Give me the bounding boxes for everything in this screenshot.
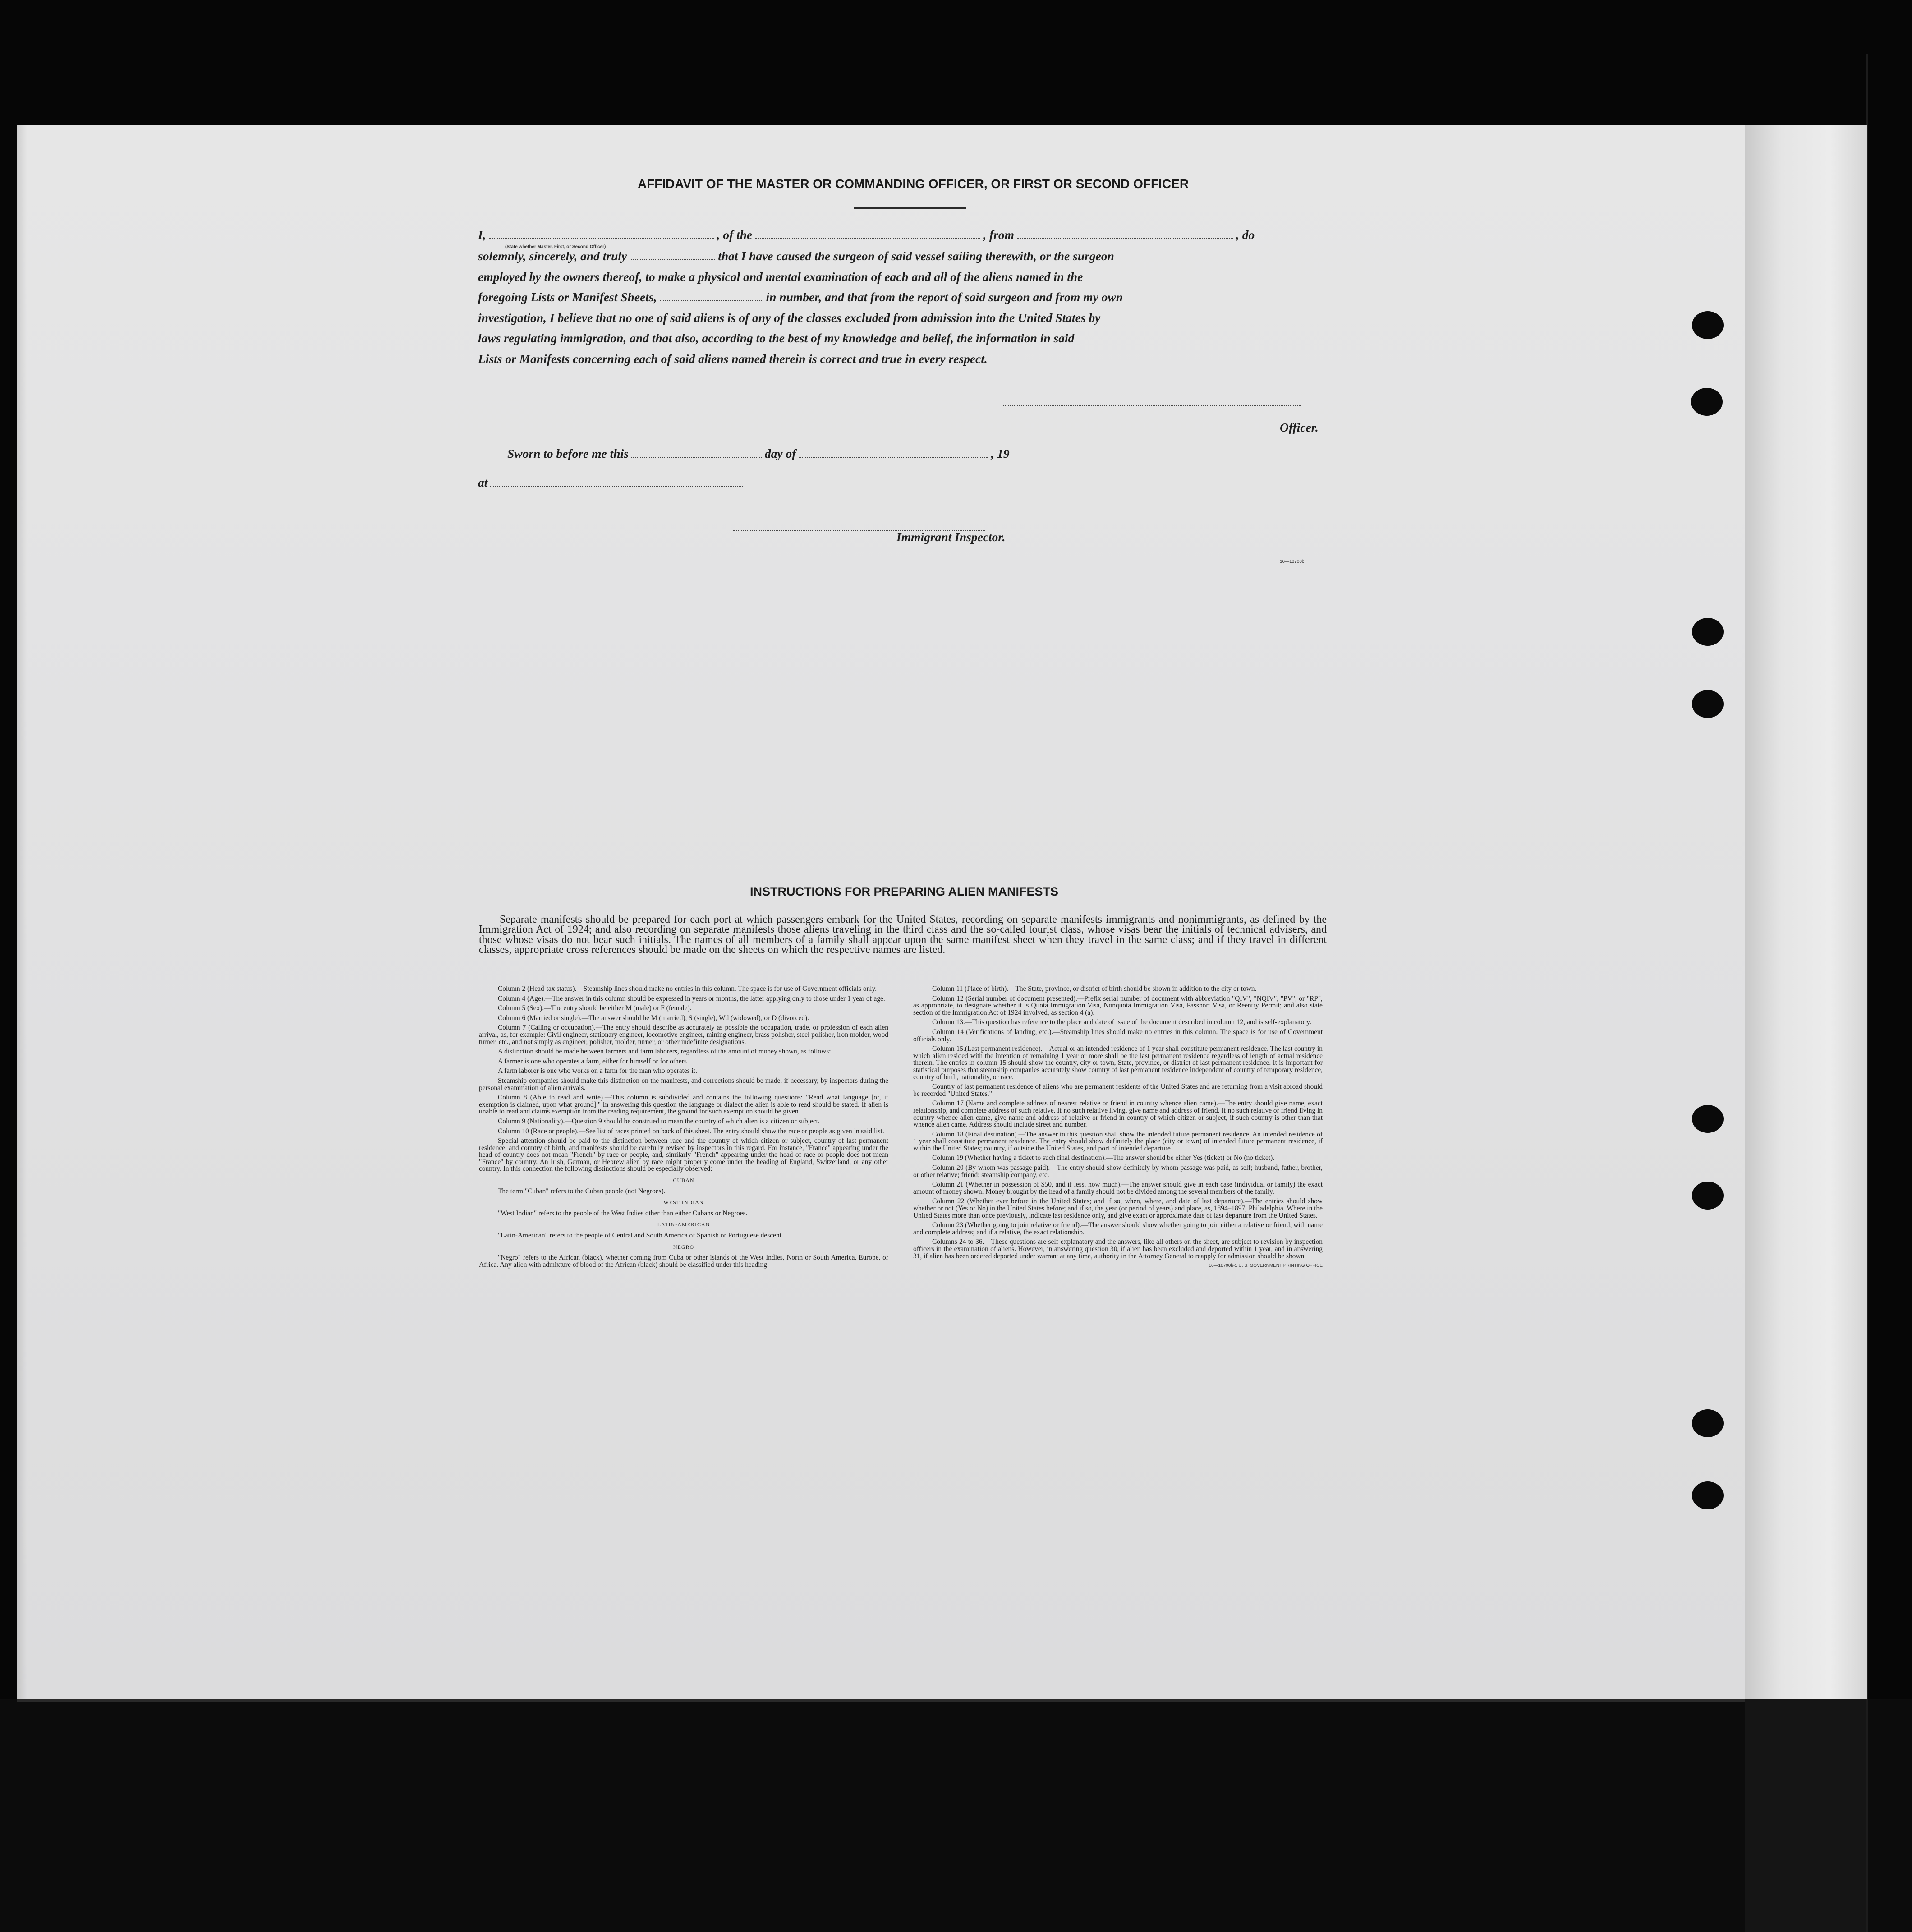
punch-hole — [1692, 1182, 1724, 1210]
affidavit-text: in number, and that from the report of said surgeon and from my own — [766, 290, 1123, 304]
instruction-column-22: Column 22 (Whether ever before in the United States; and if so, when, where, and date of last departure).—The entries should show whether or not (Yes or No) in the United States before; and if so, the year (or period of years) and place, as, 1894–1897, Philadelphia. Where in the United States more than once previously, indicate last residence only, and give exact or approximate date of last departure from the United States. — [913, 1197, 1323, 1219]
instruction-column-4: Column 4 (Age).—The answer in this column should be expressed in years or months, the latter applying only to those under 1 year of age. — [498, 994, 885, 1003]
at-line — [478, 475, 794, 490]
officer-label: Officer. — [1280, 420, 1319, 434]
affidavit-text: solemnly, sincerely, and truly — [478, 249, 627, 263]
instruction-farm-distinction: A distinction should be made between farmers and farm laborers, regardless of the amount of money shown, as follows: — [498, 1048, 831, 1056]
instruction-farm-laborer: A farm laborer is one who works on a farm for the man who operates it. — [498, 1067, 697, 1075]
heading-latin-american: LATIN-AMERICAN — [657, 1221, 710, 1228]
instruction-column-18: Column 18 (Final destination).—The answer to this question shall show the intended future permanent residence. An intended residence of 1 year shall constitute permanent residence. The entry should show definitely the place (city or town) of intended future permanent residence, if within the United States; country, if outside the United States, and port of intended departure. — [913, 1130, 1323, 1152]
instruction-column-7: Column 7 (Calling or occupation).—The entry should describe as accurately as possible the occupation, trade, or profession of each alien arrival, as, for example: Civil engineer, stationary engineer, locomotive engineer, mining engineer, brass polisher, steel polisher, iron molder, wood turner, etc., and not simply as engineer, polisher, molder, turner, or other indefinite designations. — [479, 1024, 888, 1046]
affidavit-text: day of — [764, 446, 796, 460]
form-number: 16—18700b — [1280, 559, 1305, 564]
sworn-month-blank — [799, 456, 988, 458]
signature-line — [1003, 405, 1301, 406]
affidavit-text: Sworn to before me this — [507, 446, 629, 460]
instruction-column-5: Column 5 (Sex).—The entry should be either M (male) or F (female). — [498, 1004, 692, 1012]
instruction-columns-24-36: Columns 24 to 36.—These questions are self-explanatory and the answers, like all others on the sheet, are subject to revision by inspection officers in the examination of aliens. However, in answering question 30, if alien has been excluded and deported within 1 year, and in answering 31, if alien has been ordered deported under warrant at any time, authority in the Attorney General to reapply for admission should be shown. — [913, 1238, 1323, 1260]
instruction-column-10: Column 10 (Race or people).—See list of races printed on back of this sheet. The entry should show the race or people as given in said list. — [498, 1127, 884, 1135]
binding-strip — [1745, 125, 1867, 1699]
affidavit-line-6: laws regulating immigration, and that also, according to the best of my knowledge and belief, the information in said — [478, 331, 1075, 345]
affidavit-title: AFFIDAVIT OF THE MASTER OR COMMANDING OFFICER, OR FIRST OR SECOND OFFICER — [637, 177, 1189, 191]
officer-signature-line — [1150, 431, 1278, 432]
affidavit-line-5: investigation, I believe that no one of said aliens is of any of the classes excluded from admission into the United States by — [478, 311, 1101, 325]
instruction-west-indian: "West Indian" refers to the people of the West Indies other than either Cubans or Negroes. — [498, 1209, 748, 1217]
heading-cuban: CUBAN — [673, 1177, 694, 1184]
instruction-column-15: Column 15.(Last permanent residence).—Actual or an intended residence of 1 year shall constitute permanent residence. The last country in which alien resided with the intention of remaining 1 year or more shall be the last permanent residence regardless of length of actual residence therein. The entries in column 15 should show the country, city or town, State, province, or district of last permanent residence. It is important for statistical purposes that steamship companies accurately show country of last permanent residence independent of country of temporary residence, country of birth, nationality, or race. — [913, 1045, 1323, 1081]
instructions-right-column — [913, 985, 1323, 1272]
punch-hole — [1692, 1481, 1724, 1509]
affidavit-text: that I have caused the surgeon of said vessel sailing therewith, or the surgeon — [718, 249, 1114, 263]
punch-hole — [1691, 388, 1723, 416]
affidavit-text: , do — [1236, 228, 1255, 242]
sheet-edge-shadow — [17, 125, 27, 1699]
printing-office-footer: 16—18700b-1 U. S. GOVERNMENT PRINTING OFFICE — [1209, 1263, 1323, 1269]
instruction-column-20: Column 20 (By whom was passage paid).—The entry should show definitely by whom passage was paid, as self; husband, father, brother, or other relative; friend; steamship company, etc. — [913, 1164, 1323, 1179]
instructions-left-column — [479, 985, 888, 1271]
heading-west-indian: WEST INDIAN — [663, 1199, 704, 1206]
affidavit-line-7: Lists or Manifests concerning each of said aliens named therein is correct and true in every respect. — [478, 352, 988, 366]
instruction-latin-american: "Latin-American" refers to the people of Central and South America of Spanish or Portuguese descent. — [498, 1232, 783, 1240]
affidavit-text: at — [478, 475, 488, 489]
instruction-column-8: Column 8 (Able to read and write).—This column is subdivided and contains the following questions: "Read what language [or, if exemption is claimed, upon what ground]." In answering this question the language or dialect the alien is able to read should be stated. If alien is unable to read and claims exemption from the reading requirement, the ground for such exemption should be given. — [479, 1094, 888, 1116]
instructions-intro: Separate manifests should be prepared for each port at which passengers embark for the United States, recording on separate manifests immigrants and nonimmigrants, as defined by the Immigration Act of 1924; and also recording on separate manifests those aliens traveling in the third class and the so-called tourist class, whose visas bear the initials of technical advisers, and those whose visas do not bear such initials. The names of all members of a family shall appear upon the same manifest sheet when they travel in the same class; and if they travel in different classes, appropriate cross references should be made on the sheets on which the respective names are listed. — [479, 914, 1327, 956]
instruction-farmer: A farmer is one who operates a farm, either for himself or for others. — [498, 1057, 689, 1065]
instruction-column-2: Column 2 (Head-tax status).—Steamship lines should make no entries in this column. The space is for use of Government officials only. — [498, 985, 877, 993]
affidavit-line-2 — [478, 249, 1335, 263]
officer-rank-blank — [489, 238, 714, 239]
instruction-column-9: Column 9 (Nationality).—Question 9 should be construed to mean the country of which alien is a citizen or subject. — [498, 1117, 820, 1125]
affidavit-text: , of the — [717, 228, 753, 242]
sworn-line — [507, 446, 1139, 461]
instruction-steamship-companies: Steamship companies should make this distinction on the manifests, and corrections should be made, if necessary, by inspectors during the personal examination of alien arrivals. — [479, 1076, 888, 1092]
title-divider — [854, 207, 966, 209]
affidavit-text: , 19 — [991, 446, 1010, 460]
instruction-column-15-returning: Country of last permanent residence of aliens who are permanent residents of the United States and are returning from a visit abroad should be recorded "United States." — [913, 1083, 1323, 1098]
instruction-column-19: Column 19 (Whether having a ticket to such final destination).—The answer should be either Yes (ticket) or No (no ticket). — [932, 1154, 1275, 1162]
affidavit-line-4 — [478, 290, 1335, 304]
heading-negro: NEGRO — [673, 1243, 694, 1250]
instruction-cuban: The term "Cuban" refers to the Cuban people (not Negroes). — [498, 1187, 666, 1195]
instruction-column-6: Column 6 (Married or single).—The answer should be M (married), S (single), Wd (widowed), or D (divorced). — [498, 1014, 809, 1022]
punch-hole — [1692, 311, 1724, 339]
instruction-negro: "Negro" refers to the African (black), whether coming from Cuba or other islands of the West Indies, North or South America, Europe, or Africa. Any alien with admixture of blood of the African (black) should be classified under this heading. — [479, 1254, 888, 1269]
punch-hole — [1692, 1409, 1724, 1437]
instruction-special-attention: Special attention should be paid to the distinction between race and the country of which citizen or subject, country of last permanent residence, and country of birth, and manifests should be carefully revised by inspectors in this regard. For instance, "France" appearing under the head of country does not mean "French" by race or people, and, similarly "French" appearing under the head of race or people does not mean "France" by country. An Irish, German, or Hebrew alien by race might properly come under the heading of England, Switzerland, or any other country. In this connection the following distinctions should be especially observed: — [479, 1137, 888, 1173]
affidavit-text: foregoing Lists or Manifest Sheets, — [478, 290, 657, 304]
inspector-label: Immigrant Inspector. — [896, 530, 1006, 544]
affidavit-line-1 — [478, 228, 1335, 242]
port-blank — [1017, 238, 1233, 239]
punch-hole — [1692, 690, 1724, 718]
sworn-day-blank — [631, 456, 762, 458]
instruction-column-14: Column 14 (Verifications of landing, etc.).—Steamship lines should make no entries in this column. The space is for use of Government officials only. — [913, 1028, 1323, 1043]
punch-hole — [1692, 618, 1724, 646]
instruction-column-17: Column 17 (Name and complete address of nearest relative or friend in country whence alien came).—The entry should give name, exact relationship, and complete address of such relative. If no such relative living, give name and address of friend. If no such relative or friend living in country whence alien came, give name and address of relative or friend in country of which citizen or subject, if such country is other than that whence alien came. Address should include street and number. — [913, 1099, 1323, 1129]
instruction-column-11: Column 11 (Place of birth).—The State, province, or district of birth should be shown in addition to the city or town. — [932, 985, 1257, 993]
instruction-column-23: Column 23 (Whether going to join relative or friend).—The answer should show whether going to join either a relative or friend, with name and complete address; and if a relative, the exact relationship. — [913, 1221, 1323, 1236]
punch-hole — [1692, 1105, 1724, 1133]
instruction-column-13: Column 13.—This question has reference to the place and date of issue of the document described in column 12, and is self-explanatory. — [932, 1018, 1311, 1026]
affidavit-text: I, — [478, 228, 486, 242]
rank-instruction-note: (State whether Master, First, or Second Officer) — [505, 244, 606, 249]
oath-blank — [630, 259, 715, 260]
instruction-column-12: Column 12 (Serial number of document presented).—Prefix serial number of document with abbreviation "QIV", "NQIV", "PV", or "RP", as appropriate, to designate whether it is Quota Immigration Visa, Nonquota Immigration Visa, Passport Visa, or Reentry Permit; and also state section of the Immigration Act of 1924 involved, as section 4 (a). — [913, 994, 1323, 1017]
vessel-name-blank — [755, 238, 980, 239]
affidavit-line-3: employed by the owners thereof, to make a physical and mental examination of each and all of the aliens named in the — [478, 270, 1083, 284]
instructions-title: INSTRUCTIONS FOR PREPARING ALIEN MANIFESTS — [749, 885, 1059, 898]
count-blank — [660, 300, 763, 301]
affidavit-text: , from — [983, 228, 1015, 242]
location-blank — [490, 485, 743, 487]
instruction-column-21: Column 21 (Whether in possession of $50, and if less, how much).—The answer should give in each case (individual or family) the exact amount of money shown. Money brought by the head of a family should not be divided among the several members of the family. — [913, 1181, 1323, 1196]
